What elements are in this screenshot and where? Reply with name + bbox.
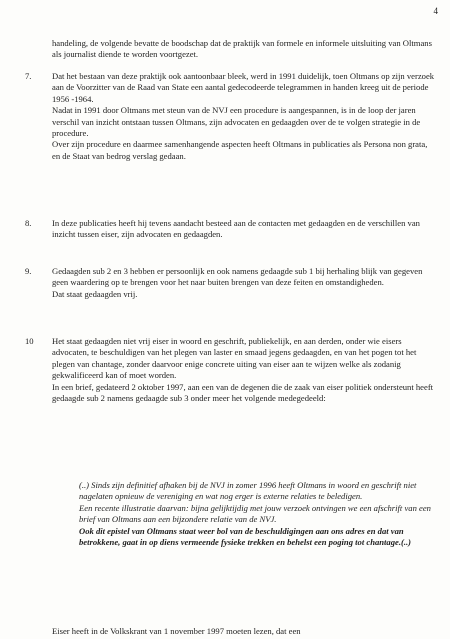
page-number: 4 bbox=[433, 6, 438, 16]
paragraph-line: Nadat in 1991 door Oltmans met steun van de NVJ een procedure is aangespannen, is in de loop der jaren verschil van inzicht ontstaan tussen Oltmans, zijn advocaten en gedaagden over de te volgen strategie in de procedure. bbox=[52, 105, 421, 139]
paragraph-line: Het staat gedaagden niet vrij eiser in woord en geschrift, publiekelijk, en aan derden, onder wie eisers advocaten, te beschuldigen van het plegen van laster en smaad jegens gedaagden, en van het pogen tot het plegen van chantage, zonder daarvoor enige concrete uiting van eiser aan te wijzen welke als zodanig gekwalificeerd kan of moet worden. bbox=[52, 336, 417, 381]
paragraph-line: Over zijn procedure en daarmee samenhangende aspecten heeft Oltmans in publicaties als Persona non grata, en de Staat van bedrog verslag gedaan. bbox=[52, 139, 428, 161]
paragraph-line: Dat staat gedaagden vrij. bbox=[52, 288, 138, 299]
paragraph-line: Gedaagden sub 2 en 3 hebben er persoonlijk en ook namens gedaagde sub 1 bij herhaling blijk van gegeven geen waardering op te brengen voor het naar buiten brengen van deze feiten en omstandigheden. bbox=[52, 266, 423, 288]
quote-bold-line: Ook dit epistel van Oltmans staat weer bol van de beschuldigingen aan ons adres en dat van betrokkene, gaat in op diens vermeende fysieke trekken en behelst een poging tot chantage.(..) bbox=[79, 525, 412, 548]
quote-line: (..) Sinds zijn definitief afhaken bij de NVJ in zomer 1996 heeft Oltmans in woord en geschrift niet nagelaten opnieuw de vereniging en wat nog erger is externe relaties te beledigen. bbox=[79, 480, 417, 502]
quote-line: Een recente illustratie daarvan: bijna gelijktijdig met jouw verzoek ontvingen we een afschrift van een brief van Oltmans aan een bijzondere relatie van de NVJ. bbox=[79, 502, 431, 525]
paragraph-line: Dat het bestaan van deze praktijk ook aantoonbaar bleek, werd in 1991 duidelijk, toen Oltmans op zijn verzoek aan de Voorzitter van de Raad van State een aantal gedecodeerde telegrammen in handen kreeg uit de periode 1956 -1964. bbox=[52, 71, 435, 104]
paragraph-number: 8. bbox=[25, 218, 32, 228]
intro-paragraph: handeling, de volgende bevatte de boodschap dat de praktijk van formele en informele uitsluiting van Oltmans als journalist diende te worden voortgezet. bbox=[52, 38, 432, 60]
closing-line: Eiser heeft in de Volkskrant van 1 november 1997 moeten lezen, dat een bbox=[52, 626, 301, 636]
paragraph-number: 7. bbox=[25, 71, 32, 81]
paragraph-number: 10 bbox=[25, 336, 34, 346]
paragraph-line: In een brief, gedateerd 2 oktober 1997, aan een van de degenen die de zaak van eiser politiek ondersteunt heeft gedaagde sub 2 namens gedaagde sub 3 onder meer het volgende medegedeeld: bbox=[52, 381, 434, 404]
paragraph-number: 9. bbox=[25, 266, 32, 276]
paragraph-line: In deze publicaties heeft hij tevens aandacht besteed aan de contacten met gedaagden en de verschillen van inzicht tussen eiser, zijn advocaten en gedaagden. bbox=[52, 218, 420, 240]
